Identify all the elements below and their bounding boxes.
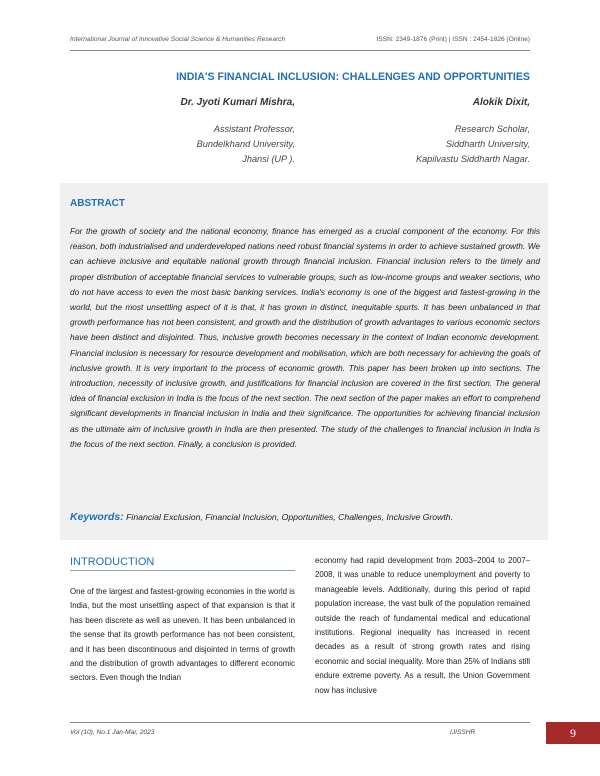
author-1-name: Dr. Jyoti Kumari Mishra,	[180, 97, 295, 108]
introduction-heading: INTRODUCTION	[70, 556, 155, 568]
keywords	[70, 511, 540, 523]
footer-volume: Vol (10), No.1 Jan-Mar, 2023	[70, 729, 155, 736]
paper-title: INDIA'S FINANCIAL INCLUSION: CHALLENGES AND OPPORTUNITIES	[176, 71, 530, 83]
abstract-heading: ABSTRACT	[70, 198, 125, 209]
keywords-label: Keywords:	[70, 511, 124, 523]
author-1-position: Assistant Professor,	[213, 124, 295, 134]
author-2-affiliation	[380, 122, 530, 167]
author-2-name: Alokik Dixit,	[472, 97, 530, 108]
intro-right-column: economy had rapid development from 2003–2004 to 2007–2008, it was unable to reduce unemployment and poverty to manageable levels. Additionally, during this period of rapid population increase, the vast bulk of the population remained outside the reach of fundamental medical and educational institutions. Regional inequality has increased in recent decades as a result of strong growth rates and rising economic and social inequality. More than 25% of Indians still endure extreme poverty. As a result, the Union Government now has inclusive	[315, 556, 530, 695]
page-number: 9	[546, 722, 600, 744]
author-2-position: Research Scholar,	[454, 124, 530, 134]
abstract-text: For the growth of society and the national economy, finance has emerged as a crucial component of the economy. For this reason, both industrialised and underdeveloped nations need robust financial systems in order to achieve sustained growth. We can achieve inclusive and equitable national growth through financial inclusion. Financial inclusion refers to the timely and proper distribution of acceptable financial services to vulnerable groups, such as low-income groups and weaker sections, who do not have access to even the most basic banking services. India's economy is one of the biggest and fastest-growing in the world, but the most unsettling aspect of it is that, it has grown in distinct, inequitable spurts. It has been unbalanced in that growth performance has not been consistent, and growth and the distribution of growth advantages to various economic sectors have been distinct and disjointed. Thus, inclusive growth becomes necessary in the context of Indian economic development. Financial inclusion is necessary for resource development and mobilisation, which are both necessary for achieving the goals of inclusive growth. It is very important to the process of economic growth. This paper has been broken up into sections. The introduction, necessity of inclusive growth, and justifications for financial inclusion are covered in the first section. The general idea of financial exclusion in India is the focus of the next section. The next section of the paper makes an effort to comprehend significant developments in financial inclusion in India and their significance. The opportunities for achieving financial inclusion as the ultimate aim of inclusive growth in India are then presented. The study of the challenges to financial inclusion in India is the focus of the next section. Finally, a conclusion is provided.	[70, 226, 540, 449]
journal-name: International Journal of Innovative Social Science & Humanities Research	[70, 36, 286, 43]
keywords-list: Financial Exclusion, Financial Inclusion, Opportunities, Challenges, Inclusive Growth.	[123, 512, 454, 522]
author-1-affiliation	[150, 122, 295, 167]
introduction-rule	[70, 570, 295, 571]
issn-info: ISSN: 2349-1876 (Print) | ISSN : 2454-1826 (Online)	[376, 36, 530, 43]
running-header	[70, 36, 530, 48]
footer-journal-abbr: IJISSHR	[450, 729, 476, 736]
author-2-location: Kapilvastu Siddharth Nagar.	[415, 154, 530, 164]
author-2-university: Siddharth University,	[445, 139, 530, 149]
author-1-university: Bundelkhand University,	[196, 139, 295, 149]
author-1-location: Jhansi (UP ).	[242, 154, 295, 164]
intro-left-column: One of the largest and fastest-growing economies in the world is India, but the most unsettling aspect of that expansion is that it has been discrete as well as uneven. It has been unbalanced in the sense that its growth performance has not been consistent, and it has been discontinuous and disjointed in terms of growth and the distribution of growth advantages to different economic sectors. Even though the Indian	[70, 587, 295, 683]
footer-rule	[70, 722, 530, 723]
header-rule	[70, 50, 530, 51]
